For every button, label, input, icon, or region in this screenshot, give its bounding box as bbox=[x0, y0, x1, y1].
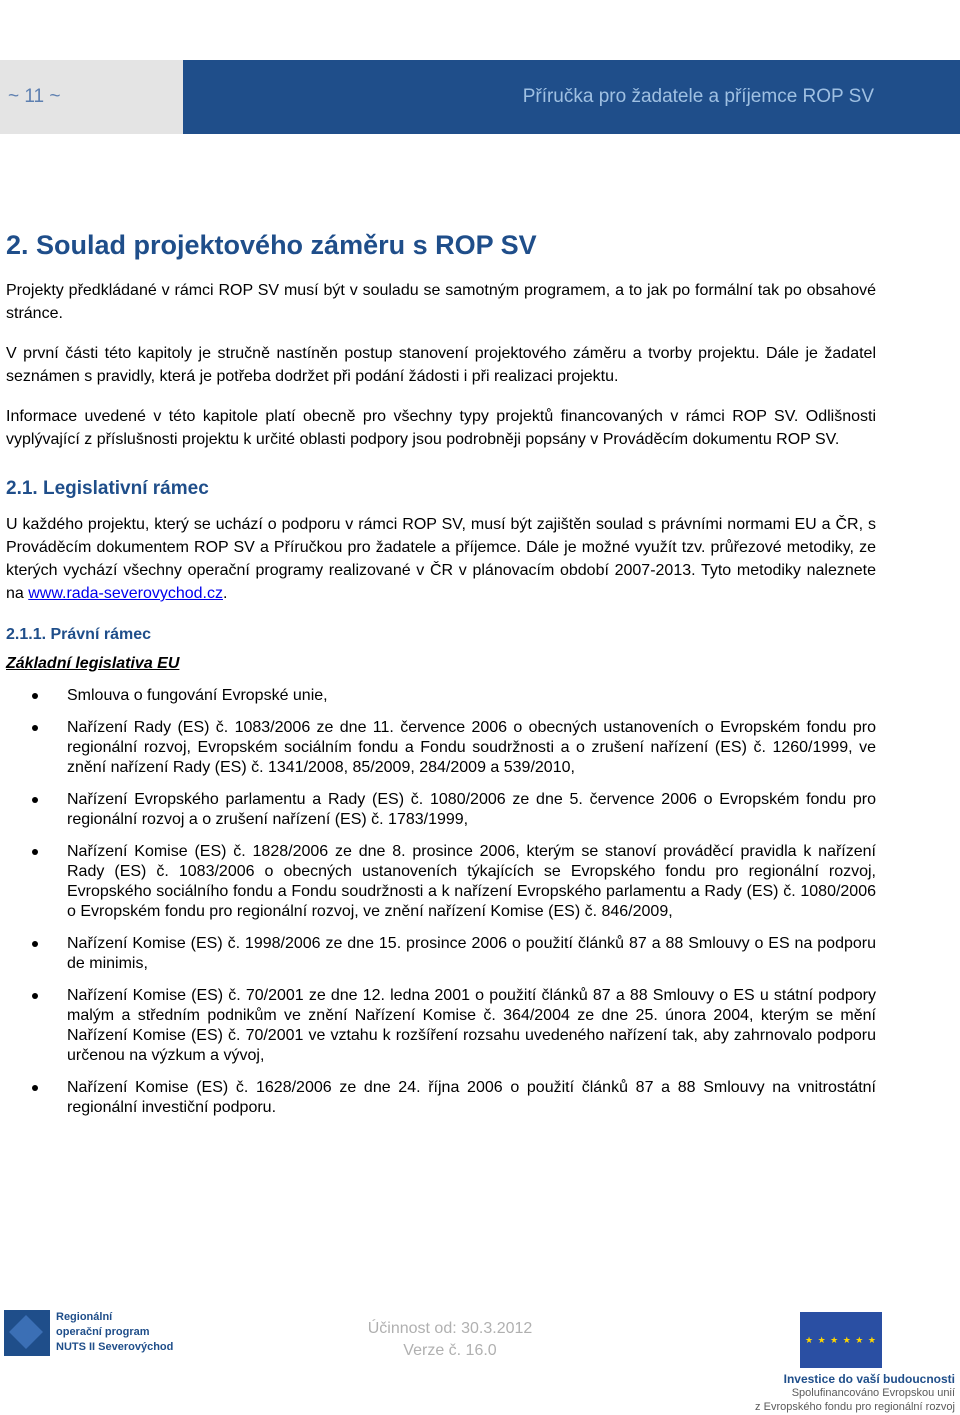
bullet-icon bbox=[32, 725, 38, 731]
list-item-text: Nařízení Komise (ES) č. 1828/2006 ze dne 8. prosince 2006, kterým se stanoví prováděcí pravidla k nařízení Rady (ES) č. 1083/2006 o obecných ustanoveních týkajících se Evropského fondu pro regionální rozvoj, Evropského sociálního fondu a Fondu soudržnosti a k nařízení Evropského parlamentu a Rady (ES) č. 1080/2006 o Evropském fondu pro regionální rozvoj, ve znění nařízení Komise (ES) č. 846/2009, bbox=[67, 843, 876, 920]
bullet-icon bbox=[32, 1085, 38, 1091]
list-item bbox=[6, 790, 876, 830]
effective-date: Účinnost od: 30.3.2012 bbox=[367, 1320, 533, 1337]
subsection-paragraph bbox=[6, 513, 876, 605]
list-item bbox=[6, 718, 876, 778]
list-item bbox=[6, 986, 876, 1066]
bullet-icon bbox=[32, 693, 38, 699]
section-paragraph-1: Projekty předkládané v rámci ROP SV musí být v souladu se samotným programem, a to jak po formální tak po obsahové stránce. bbox=[6, 282, 876, 322]
subsection-heading: 2.1. Legislativní rámec bbox=[6, 478, 209, 499]
section-heading: 2. Soulad projektového záměru s ROP SV bbox=[6, 230, 537, 260]
list-item-text: Nařízení Komise (ES) č. 1998/2006 ze dne 15. prosince 2006 o použití článků 87 a 88 Smlouvy o ES na podporu de minimis, bbox=[67, 935, 876, 972]
list-item bbox=[6, 934, 876, 974]
list-item bbox=[6, 842, 876, 922]
list-item bbox=[6, 1078, 876, 1118]
rop-logo bbox=[4, 1310, 184, 1410]
section-paragraph-3-text: Informace uvedené v této kapitole platí obecně pro všechny typy projektů financovaných v rámci ROP SV. Odlišnosti vyplývající z příslušnosti projektu k určité oblasti podpory jsou podrobněji popsány v Prováděcím dokumentu ROP SV. bbox=[6, 408, 876, 448]
legislation-list bbox=[6, 686, 876, 1118]
subsection-paragraph-end: . bbox=[223, 585, 228, 602]
list-item-text: Nařízení Komise (ES) č. 1628/2006 ze dne 24. října 2006 o použití článků 87 a 88 Smlouvy na vnitrostátní regionální investiční podporu. bbox=[67, 1079, 876, 1116]
list-item-text: Smlouva o fungování Evropské unie, bbox=[67, 687, 328, 704]
section-paragraph-2: V první části této kapitoly je stručně nastíněn postup stanovení projektového záměru a tvorby projektu. Dále je žadatel seznámen s pravidly, která je potřeba dodržet při podání žádosti i při realizaci projektu. bbox=[6, 345, 876, 385]
list-item-text: Nařízení Rady (ES) č. 1083/2006 ze dne 11. července 2006 o obecných ustanoveních o Evropském fondu pro regionální rozvoj, Evropském sociálním fondu a Fondu soudržnosti a o zrušení nařízení (ES) č. 1260/1999, ve znění nařízení Rady (ES) č. 1341/2008, 85/2009, 284/2009 a 539/2010, bbox=[67, 719, 876, 776]
bullet-icon bbox=[32, 993, 38, 999]
legislation-sub-heading: Základní legislativa EU bbox=[6, 655, 180, 672]
subsection-paragraph-text: U každého projektu, který se uchází o podporu v rámci ROP SV, musí být zajištěn soulad s právními normami EU a ČR, s Prováděcím dokumentem ROP SV a Příručkou pro žadatele a příjemce. Dále je možné využít tzv. průřezové metodiky, ze kterých vychází všechny operační programy realizované v ČR v plánovacím období 2007-2013. Tyto metodiky naleznete na bbox=[6, 516, 876, 602]
page-header bbox=[0, 60, 960, 134]
bullet-icon bbox=[32, 797, 38, 803]
rop-logo-text: Regionální operační program NUTS II Severovýchod bbox=[56, 1311, 174, 1353]
subsubsection-heading: 2.1.1. Právní rámec bbox=[6, 626, 151, 643]
page-content bbox=[6, 225, 876, 1130]
list-item-text: Nařízení Komise (ES) č. 70/2001 ze dne 12. ledna 2001 o použití článků 87 a 88 Smlouvy o ES u státní podpory malým a středním podnikům ve znění Nařízení Komise č. 364/2004 ze dne 25. února 2004, kterým se mění Nařízení Komise (ES) č. 70/2001 ve vztahu k rozšíření rozsahu uvedeného nařízení tak, aby zahrnovalo podporu určenou na výzkum a vývoj, bbox=[67, 987, 876, 1064]
eu-flag-icon: ★ ★ ★ ★ ★ ★ bbox=[800, 1312, 882, 1368]
footer-version-info bbox=[340, 1318, 560, 1362]
list-item bbox=[6, 686, 876, 706]
list-item-text: Nařízení Evropského parlamentu a Rady (ES) č. 1080/2006 ze dne 5. července 2006 o Evropském fondu pro regionální rozvoj a o zrušení nařízení (ES) č. 1783/1999, bbox=[67, 791, 876, 828]
bullet-icon bbox=[32, 941, 38, 947]
eu-logo bbox=[665, 1300, 960, 1415]
rop-emblem-icon bbox=[4, 1310, 50, 1356]
rada-severovychod-link[interactable]: www.rada-severovychod.cz bbox=[28, 585, 223, 602]
version-number: Verze č. 16.0 bbox=[403, 1342, 497, 1359]
page-footer bbox=[0, 1300, 960, 1415]
eu-logo-text: Investice do vaší budoucnosti Spolufinancováno Evropskou unií z Evropského fondu pro regionální rozvoj bbox=[755, 1372, 955, 1413]
bullet-icon bbox=[32, 849, 38, 855]
document-title: Příručka pro žadatele a příjemce ROP SV bbox=[183, 60, 960, 134]
page-number: ~ 11 ~ bbox=[0, 60, 183, 134]
section-paragraph-3 bbox=[6, 405, 876, 451]
